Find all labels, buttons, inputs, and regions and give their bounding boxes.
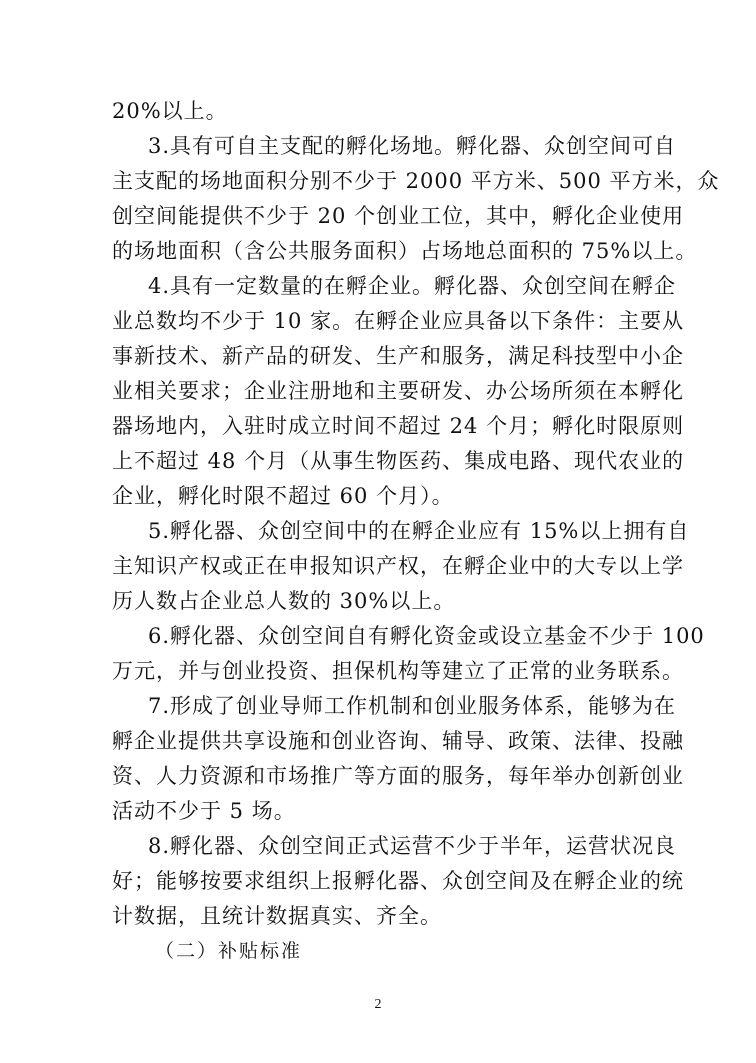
section-heading: （二）补贴标准 xyxy=(155,940,303,962)
paragraph-line: 20%以上。 xyxy=(112,99,228,123)
paragraph-line: 资、人力资源和市场推广等方面的服务，每年举办创新创业 xyxy=(112,764,684,788)
paragraph-line: 8.孵化器、众创空间正式运营不少于半年，运营状况良 xyxy=(148,834,677,858)
paragraph-line: 创空间能提供不少于 20 个创业工位，其中，孵化企业使用 xyxy=(112,204,685,228)
paragraph-line: 4.具有一定数量的在孵企业。孵化器、众创空间在孵企 xyxy=(148,274,677,298)
paragraph-line: 5.孵化器、众创空间中的在孵企业应有 15%以上拥有自 xyxy=(148,519,690,543)
paragraph-line: 主知识产权或正在申报知识产权，在孵企业中的大专以上学 xyxy=(112,554,684,578)
paragraph-line: 3.具有可自主支配的孵化场地。孵化器、众创空间可自 xyxy=(148,134,677,158)
paragraph-line: 6.孵化器、众创空间自有孵化资金或设立基金不少于 100 xyxy=(148,624,705,648)
page-number: 2 xyxy=(374,997,382,1012)
paragraph-line: 业总数均不少于 10 家。在孵企业应具备以下条件：主要从 xyxy=(112,309,685,333)
paragraph-line: 器场地内，入驻时成立时间不超过 24 个月；孵化时限原则 xyxy=(112,414,685,438)
paragraph-line: 的场地面积（含公共服务面积）占场地总面积的 75%以上。 xyxy=(112,239,698,263)
paragraph-line: 业相关要求；企业注册地和主要研发、办公场所须在本孵化 xyxy=(112,379,684,403)
paragraph-line: 上不超过 48 个月（从事生物医药、集成电路、现代农业的 xyxy=(112,449,685,473)
paragraph-line: 孵企业提供共享设施和创业咨询、辅导、政策、法律、投融 xyxy=(112,729,684,753)
paragraph-line: 活动不少于 5 场。 xyxy=(112,799,296,823)
paragraph-line: 好；能够按要求组织上报孵化器、众创空间及在孵企业的统 xyxy=(112,869,684,893)
paragraph-line: 企业，孵化时限不超过 60 个月）。 xyxy=(112,484,454,508)
paragraph-line: 事新技术、新产品的研发、生产和服务，满足科技型中小企 xyxy=(112,344,684,368)
paragraph-line: 主支配的场地面积分别不少于 2000 平方米、500 平方米，众 xyxy=(112,169,720,193)
paragraph-line: 计数据，且统计数据真实、齐全。 xyxy=(112,904,442,928)
paragraph-line: 万元，并与创业投资、担保机构等建立了正常的业务联系。 xyxy=(112,659,684,683)
paragraph-line: 7.形成了创业导师工作机制和创业服务体系，能够为在 xyxy=(148,694,677,718)
paragraph-line: 历人数占企业总人数的 30%以上。 xyxy=(112,589,456,613)
